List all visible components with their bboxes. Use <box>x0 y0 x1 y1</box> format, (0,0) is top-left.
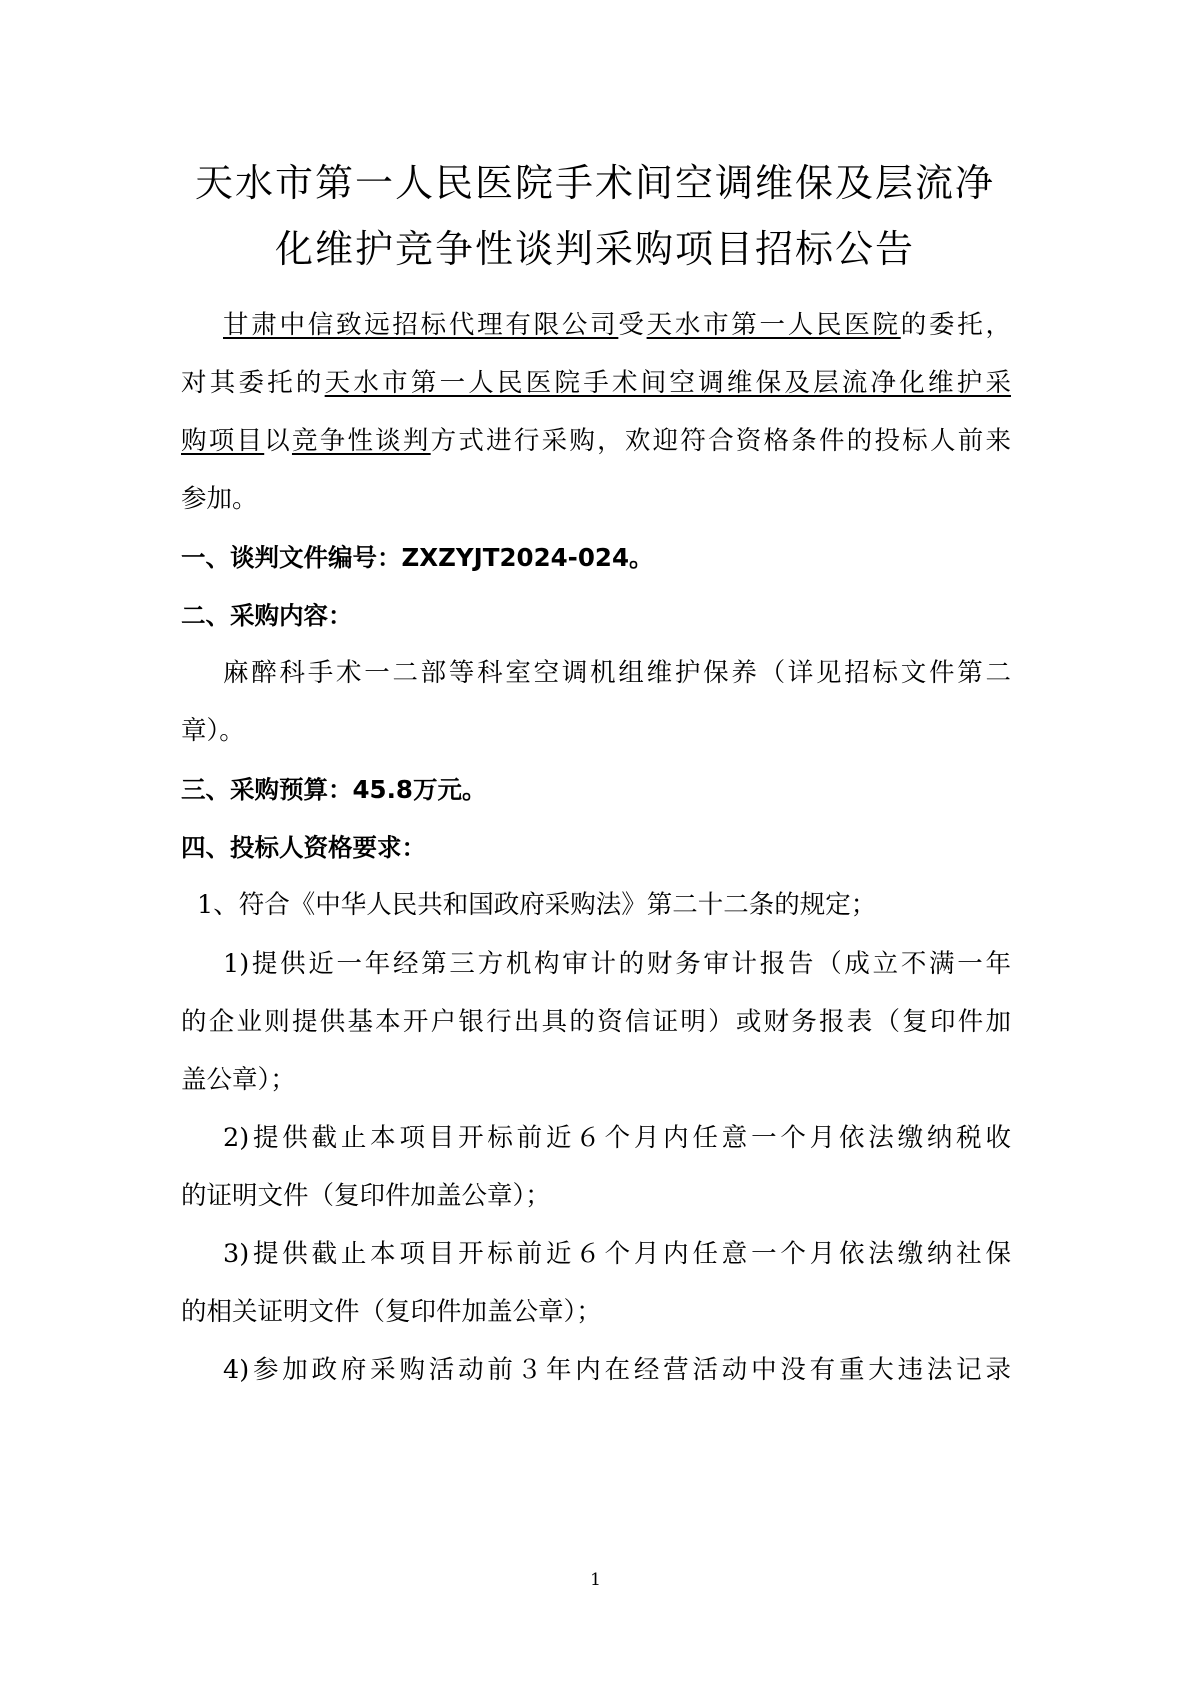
page-number: 1 <box>590 1570 601 1590</box>
requirement-1a-line-3: 盖公章）； <box>181 1065 296 1095</box>
intro-text: 受 <box>618 310 647 340</box>
section-heading-2: 二、采购内容： <box>181 601 353 630</box>
requirement-1a-line-1: 1)提供近一年经第三方机构审计的财务审计报告（成立不满一年 <box>223 949 1011 979</box>
intro-text: 的委托， <box>900 310 1011 340</box>
intro-text: 对其委托的 <box>181 368 325 398</box>
requirement-1: 1、符合《中华人民共和国政府采购法》第二十二条的规定； <box>197 890 877 920</box>
requirement-1c-line-1: 3)提供截止本项目开标前近６个月内任意一个月依法缴纳社保 <box>223 1239 1011 1269</box>
requirement-1b-line-2: 的证明文件（复印件加盖公章）； <box>181 1181 551 1211</box>
intro-text: 方式进行采购，欢迎符合资格条件的投标人前来 <box>430 426 1011 456</box>
purchaser-name: 天水市第一人民医院 <box>646 310 901 340</box>
section-heading-3: 三、采购预算：45.8万元。 <box>181 775 487 804</box>
intro-line-3 <box>181 426 1011 456</box>
section-heading-1: 一、谈判文件编号：ZXZYJT2024-024。 <box>181 543 654 572</box>
intro-line-4: 参加。 <box>181 484 258 514</box>
procurement-method: 竞争性谈判 <box>291 426 431 456</box>
requirement-1d-line-1: 4)参加政府采购活动前３年内在经营活动中没有重大违法记录 <box>223 1355 1011 1385</box>
intro-line-2 <box>181 368 1011 398</box>
project-name-cont: 购项目 <box>181 426 265 456</box>
requirement-1b-line-1: 2)提供截止本项目开标前近６个月内任意一个月依法缴纳税收 <box>223 1123 1011 1153</box>
section-2-body-line-1: 麻醉科手术一二部等科室空调机组维护保养（详见招标文件第二 <box>223 658 1011 688</box>
title-line-1: 天水市第一人民医院手术间空调维保及层流净 <box>194 161 995 205</box>
intro-text: 以 <box>264 426 292 456</box>
title-line-2: 化维护竞争性谈判采购项目招标公告 <box>274 227 915 271</box>
intro-line-1 <box>223 310 1011 340</box>
agent-name: 甘肃中信致远招标代理有限公司 <box>223 310 619 340</box>
section-heading-4: 四、投标人资格要求： <box>181 833 426 862</box>
project-name: 天水市第一人民医院手术间空调维保及层流净化维护采 <box>324 368 1011 398</box>
section-2-body-line-2: 章）。 <box>181 716 245 746</box>
requirement-1c-line-2: 的相关证明文件（复印件加盖公章）； <box>181 1297 602 1327</box>
requirement-1a-line-2: 的企业则提供基本开户银行出具的资信证明）或财务报表（复印件加 <box>181 1007 1011 1037</box>
